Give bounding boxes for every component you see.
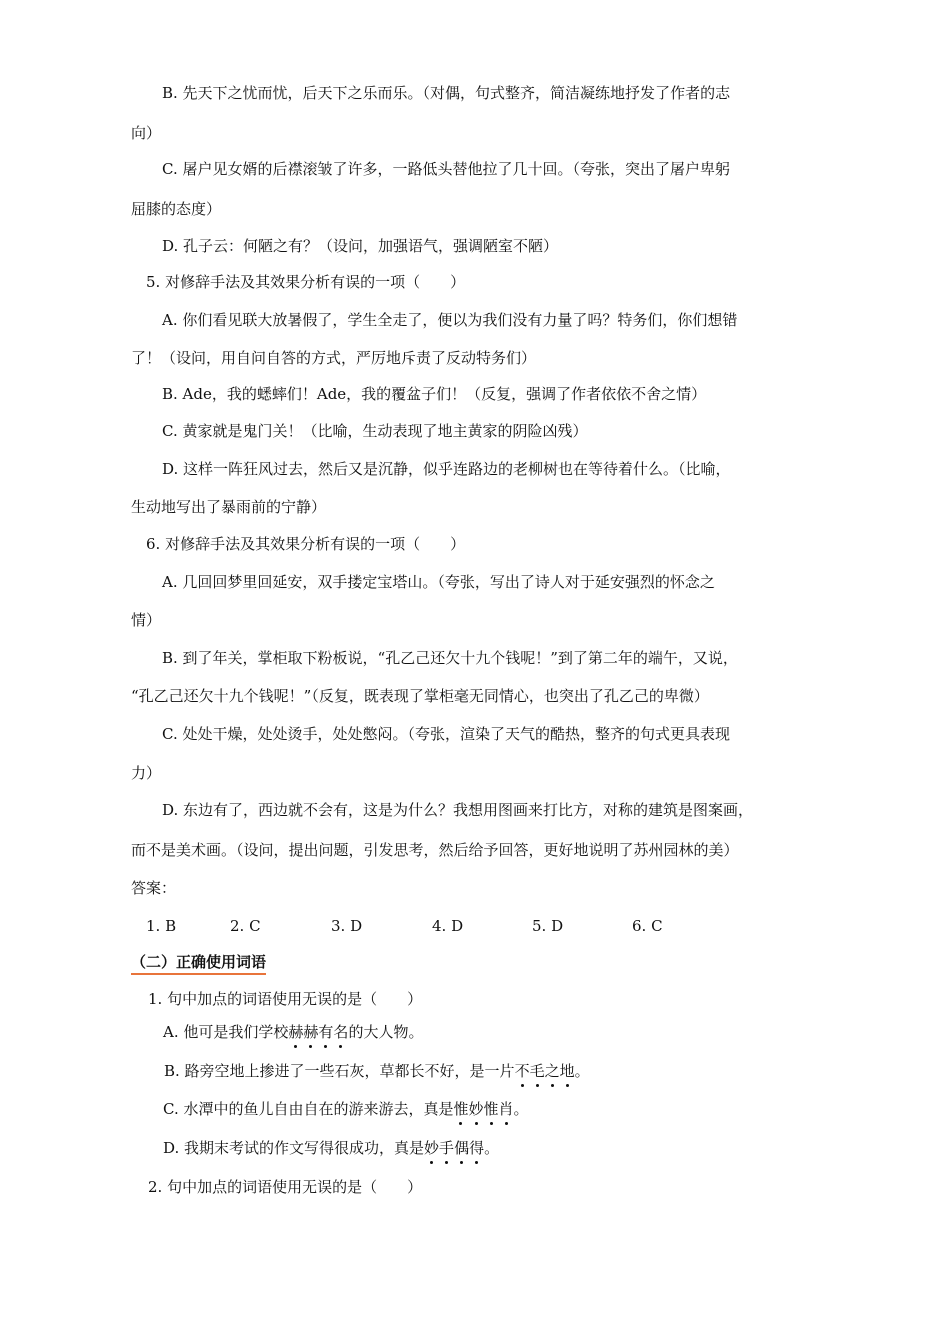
section-heading: （二）正确使用词语	[131, 952, 266, 975]
text-line: 屈膝的态度）	[131, 200, 222, 218]
emphasis-dot-char: 得	[469, 1139, 485, 1157]
text-line: D. 孔子云：何陋之有？（设问，加强语气，强调陋室不陋）	[162, 237, 559, 255]
option-a: A. 他可是我们学校赫赫有名的大人物。	[163, 1023, 424, 1041]
question-stem: 1. 句中加点的词语使用无误的是（ ）	[148, 990, 423, 1008]
text-line: C. 处处干燥，处处烫手，处处憋闷。（夸张，渲染了天气的酷热，整齐的句式更具表现	[162, 725, 730, 743]
emphasis-dot-char: 地	[559, 1062, 575, 1080]
text-line: C. 屠户见女婿的后襟滚皱了许多，一路低头替他拉了几十回。（夸张，突出了屠户卑躬	[162, 160, 730, 178]
emphasis-dot-char: 肖	[498, 1100, 514, 1118]
text-line: 力）	[131, 764, 162, 782]
text-line: 而不是美术画。（设问，提出问题，引发思考，然后给予回答，更好地说明了苏州园林的美）	[131, 841, 739, 859]
question-stem: 5. 对修辞手法及其效果分析有误的一项（ ）	[146, 273, 466, 291]
emphasis-dot-char: 偶	[454, 1139, 470, 1157]
option-c: C. 水潭中的鱼儿自由自在的游来游去，真是惟妙惟肖。	[163, 1100, 529, 1118]
emphasis-dot-char: 名	[333, 1023, 349, 1041]
emphasis-dot-char: 惟	[483, 1100, 499, 1118]
answer-label: 答案：	[131, 879, 177, 897]
text-line: A. 你们看见联大放暑假了，学生全走了，便以为我们没有力量了吗？特务们，你们想错	[162, 311, 738, 329]
text-line: B. 到了年关，掌柜取下粉板说，“孔乙己还欠十九个钱呢！”到了第二年的端午，又说，	[162, 649, 738, 667]
answer-item: 6. C	[632, 917, 663, 935]
emphasis-dot-char: 有	[318, 1023, 334, 1041]
emphasis-dot-char: 之	[544, 1062, 560, 1080]
answer-item: 3. D	[331, 917, 363, 935]
answer-item: 1. B	[146, 917, 177, 935]
text-line: C. 黄家就是鬼门关！（比喻，生动表现了地主黄家的阴险凶残）	[162, 422, 588, 440]
emphasis-dot-char: 不	[514, 1062, 530, 1080]
emphasis-dot-char: 赫	[288, 1023, 304, 1041]
text-line: “孔乙己还欠十九个钱呢！”（反复，既表现了掌柜毫无同情心，也突出了孔乙己的卑微）	[131, 687, 709, 705]
emphasis-dot-char: 手	[439, 1139, 455, 1157]
text-line: B. Ade，我的蟋蟀们！Ade，我的覆盆子们！（反复，强调了作者依依不舍之情）	[162, 385, 707, 403]
option-b: B. 路旁空地上掺进了一些石灰，草都长不好，是一片不毛之地。	[164, 1062, 590, 1080]
text-line: 情）	[131, 611, 162, 629]
answer-item: 2. C	[230, 917, 261, 935]
emphasis-dot-char: 惟	[453, 1100, 469, 1118]
emphasis-dot-char: 妙	[468, 1100, 484, 1118]
text-line: 生动地写出了暴雨前的宁静）	[131, 498, 327, 516]
text-line: 了！（设问，用自问自答的方式，严厉地斥责了反动特务们）	[131, 349, 537, 367]
option-d: D. 我期末考试的作文写得很成功，真是妙手偶得。	[163, 1139, 500, 1157]
answer-item: 5. D	[532, 917, 564, 935]
question-stem: 2. 句中加点的词语使用无误的是（ ）	[148, 1178, 423, 1196]
question-stem: 6. 对修辞手法及其效果分析有误的一项（ ）	[146, 535, 466, 553]
emphasis-dot-char: 毛	[529, 1062, 545, 1080]
emphasis-dot-char: 赫	[303, 1023, 319, 1041]
answer-item: 4. D	[432, 917, 464, 935]
text-line: A. 几回回梦里回延安，双手搂定宝塔山。（夸张，写出了诗人对于延安强烈的怀念之	[162, 573, 715, 591]
text-line: D. 东边有了，西边就不会有，这是为什么？我想用图画来打比方，对称的建筑是图案画，	[162, 801, 754, 819]
text-line: D. 这样一阵狂风过去，然后又是沉静，似乎连路边的老柳树也在等待着什么。（比喻，	[162, 460, 731, 478]
text-line: B. 先天下之忧而忧，后天下之乐而乐。（对偶，句式整齐，简洁凝练地抒发了作者的志	[162, 84, 731, 102]
emphasis-dot-char: 妙	[424, 1139, 440, 1157]
text-line: 向）	[131, 124, 162, 142]
